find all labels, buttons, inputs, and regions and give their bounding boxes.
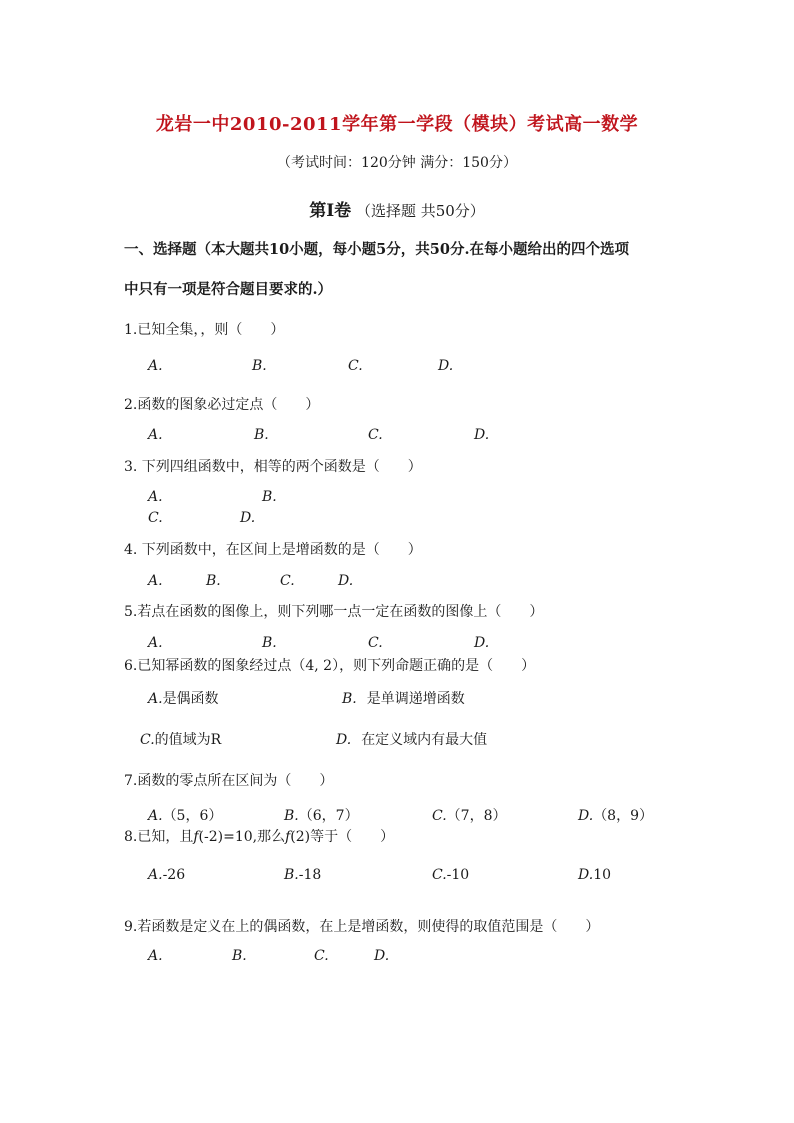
exam-subtitle: （考试时间：120分钟 满分：150分） [277,155,517,171]
q8-stem-f-1: f [193,829,199,845]
q6-option-b-letter: B. [342,691,357,707]
q2-option-b: B. [254,427,269,443]
q7-option-a-letter: A. [148,808,163,824]
exam-title: 龙岩一中2010-2011学年第一学段（模块）考试高一数学 [155,114,639,135]
q9-option-b: B. [232,948,247,964]
q6-option-b [342,688,465,708]
q6-option-a-text: 是偶函数 [162,691,219,707]
q8-option-d [578,867,611,883]
q1-option-d: D. [438,358,454,374]
q2-option-a: A. [148,427,163,443]
q7-option-c [432,805,507,825]
q7-option-b [284,805,359,825]
q7-option-d [578,805,653,825]
q5-option-a: A. [148,635,163,651]
q7-option-a-text: （5，6） [162,808,223,824]
instructions-line-2: 中只有一项是符合题目要求的.） [124,281,333,298]
q8-stem-part-2: (-2)=10,那么 [198,829,286,845]
q8-option-c-letter: C. [432,867,447,883]
q6-option-c-text: 的值域为R [154,732,222,748]
q6-option-b-text: 是单调递增函数 [366,691,465,707]
question-3-stem: 3. 下列四组函数中，相等的两个函数是（ ） [124,459,422,475]
q7-option-b-text: （6，7） [298,808,359,824]
q8-option-a [148,867,185,883]
q1-option-a: A. [148,358,163,374]
q6-option-d-text: 在定义域内有最大值 [361,732,488,748]
q5-option-c: C. [368,635,383,651]
q9-option-d: D. [374,948,390,964]
q8-option-b [284,867,321,883]
q2-option-c: C. [368,427,383,443]
q8-option-a-text: -26 [162,867,186,883]
q8-option-c-text: -10 [446,867,470,883]
q7-option-d-text: （8，9） [593,808,654,824]
q8-option-d-letter: D. [578,867,594,883]
q8-stem-part-1: 8.已知，且 [124,829,194,845]
q6-option-c [140,729,221,749]
q3-option-d: D. [240,510,256,526]
q6-option-a-letter: A. [148,691,163,707]
q6-option-d [336,729,487,749]
q1-option-b: B. [252,358,267,374]
q5-option-b: B. [262,635,277,651]
question-9-stem: 9.若函数是定义在上的偶函数，在上是增函数，则使得的取值范围是（ ） [124,919,600,935]
q7-option-b-letter: B. [284,808,299,824]
question-8-stem [124,826,394,846]
question-1-stem: 1.已知全集，，则（ ） [124,322,285,338]
part-heading [0,196,794,221]
q4-option-d: D. [338,573,354,589]
q4-option-b: B. [206,573,221,589]
question-6-stem: 6.已知幂函数的图象经过点（4, 2），则下列命题正确的是（ ） [124,658,536,674]
q8-option-a-letter: A. [148,867,163,883]
question-5-stem: 5.若点在函数的图像上，则下列哪一点一定在函数的图像上（ ） [124,604,544,620]
instructions-line-1: 一、选择题（本大题共10小题，每小题5分，共50分.在每小题给出的四个选项 [124,241,629,258]
q8-option-b-text: -18 [298,867,322,883]
q8-stem-part-3: (2)等于（ ） [290,829,395,845]
question-4-stem: 4. 下列函数中，在区间上是增函数的是（ ） [124,542,422,558]
q4-option-c: C. [280,573,295,589]
q7-option-a [148,805,222,825]
q3-option-c: C. [148,510,163,526]
q9-option-c: C. [314,948,329,964]
q1-option-c: C. [348,358,363,374]
q8-option-c [432,867,469,883]
q7-option-d-letter: D. [578,808,594,824]
q3-option-b: B. [262,489,277,505]
q3-option-a: A. [148,489,163,505]
q7-option-c-letter: C. [432,808,447,824]
question-2-stem: 2.函数的图象必过定点（ ） [124,397,320,413]
q6-option-d-letter: D. [336,732,352,748]
q6-option-c-letter: C. [140,732,155,748]
q9-option-a: A. [148,948,163,964]
part-label: 第Ⅰ卷 [309,201,352,221]
part-note: （选择题 共50分） [355,202,485,220]
q5-option-d: D. [474,635,490,651]
q6-option-a [148,688,219,708]
q8-option-b-letter: B. [284,867,299,883]
q4-option-a: A. [148,573,163,589]
q2-option-d: D. [474,427,490,443]
q7-option-c-text: （7，8） [446,808,507,824]
q8-stem-f-2: f [285,829,291,845]
question-7-stem: 7.函数的零点所在区间为（ ） [124,773,334,789]
q8-option-d-text: 10 [593,867,612,883]
